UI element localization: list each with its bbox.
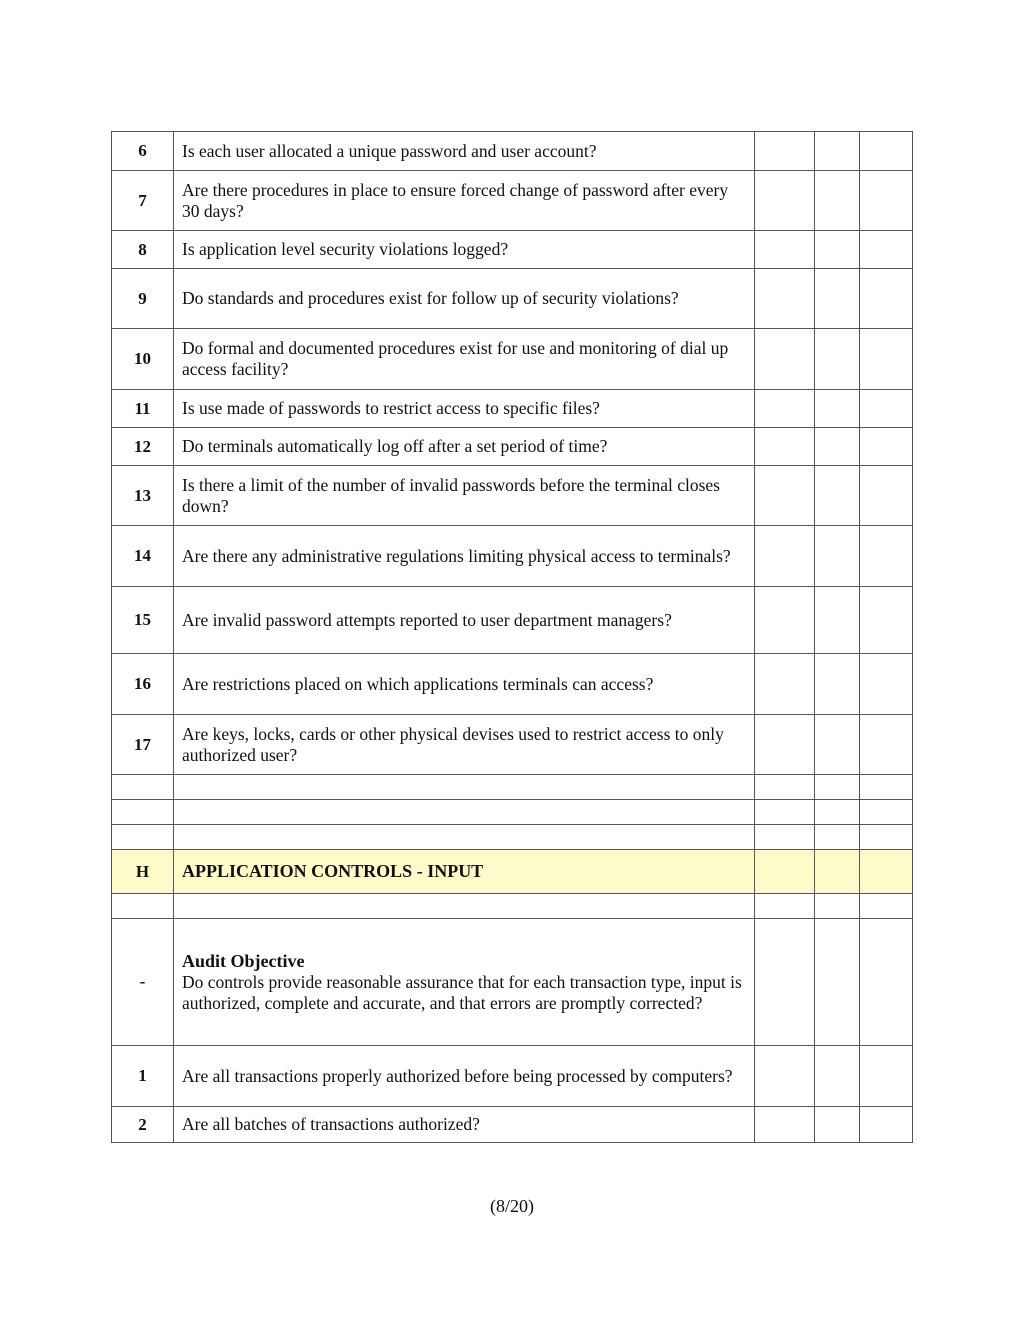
- row-number: 6: [112, 132, 174, 171]
- answer-cell-na[interactable]: [860, 526, 913, 587]
- answer-cell-na[interactable]: [860, 132, 913, 171]
- row-number: 8: [112, 231, 174, 269]
- section-cell: [860, 850, 913, 894]
- answer-cell-na[interactable]: [860, 428, 913, 466]
- answer-cell-no[interactable]: [815, 894, 860, 919]
- answer-cell-no[interactable]: [815, 775, 860, 800]
- row-number: 11: [112, 390, 174, 428]
- row-number: 7: [112, 171, 174, 231]
- answer-cell-na[interactable]: [860, 775, 913, 800]
- answer-cell-yes[interactable]: [755, 800, 815, 825]
- row-question: Do formal and documented procedures exist for use and monitoring of dial up access facility?: [174, 329, 755, 390]
- table-row: [112, 428, 913, 466]
- answer-cell-no[interactable]: [815, 428, 860, 466]
- row-question: Do terminals automatically log off after a set period of time?: [174, 428, 755, 466]
- answer-cell-na[interactable]: [860, 587, 913, 654]
- empty-cell: [174, 775, 755, 800]
- row-number: 9: [112, 269, 174, 329]
- row-number: 12: [112, 428, 174, 466]
- objective-text: Do controls provide reasonable assurance that for each transaction type, input is authorized, complete and accurate, and that errors are promptly corrected?: [182, 971, 742, 1013]
- section-title: APPLICATION CONTROLS - INPUT: [174, 850, 755, 894]
- answer-cell-no[interactable]: [815, 466, 860, 526]
- answer-cell-na[interactable]: [860, 171, 913, 231]
- answer-cell-yes[interactable]: [755, 894, 815, 919]
- row-number: 2: [112, 1107, 174, 1143]
- answer-cell-yes[interactable]: [755, 171, 815, 231]
- page-number: (8/20): [490, 1196, 534, 1216]
- table-row: [112, 654, 913, 715]
- empty-row: [112, 894, 913, 919]
- row-question: Are all transactions properly authorized before being processed by computers?: [174, 1046, 755, 1107]
- empty-cell: [112, 800, 174, 825]
- empty-cell: [174, 894, 755, 919]
- objective-title: Audit Objective: [182, 950, 305, 971]
- section-cell: [755, 850, 815, 894]
- table-row: [112, 329, 913, 390]
- row-question: Are all batches of transactions authorized?: [174, 1107, 755, 1143]
- answer-cell-no[interactable]: [815, 132, 860, 171]
- objective-marker: -: [112, 919, 174, 1046]
- empty-row: [112, 775, 913, 800]
- answer-cell-na[interactable]: [860, 825, 913, 850]
- empty-cell: [815, 919, 860, 1046]
- answer-cell-na[interactable]: [860, 231, 913, 269]
- answer-cell-na[interactable]: [860, 390, 913, 428]
- answer-cell-yes[interactable]: [755, 715, 815, 775]
- table-row: [112, 231, 913, 269]
- answer-cell-yes[interactable]: [755, 466, 815, 526]
- answer-cell-no[interactable]: [815, 269, 860, 329]
- answer-cell-yes[interactable]: [755, 428, 815, 466]
- row-question: Are restrictions placed on which applications terminals can access?: [174, 654, 755, 715]
- table-row: [112, 587, 913, 654]
- answer-cell-yes[interactable]: [755, 526, 815, 587]
- empty-cell: [755, 919, 815, 1046]
- answer-cell-no[interactable]: [815, 526, 860, 587]
- answer-cell-yes[interactable]: [755, 1107, 815, 1143]
- answer-cell-na[interactable]: [860, 269, 913, 329]
- row-number: 1: [112, 1046, 174, 1107]
- row-number: 17: [112, 715, 174, 775]
- answer-cell-na[interactable]: [860, 800, 913, 825]
- answer-cell-no[interactable]: [815, 1107, 860, 1143]
- answer-cell-na[interactable]: [860, 329, 913, 390]
- answer-cell-yes[interactable]: [755, 329, 815, 390]
- answer-cell-no[interactable]: [815, 390, 860, 428]
- audit-checklist-table: [111, 131, 913, 1143]
- table-row: [112, 390, 913, 428]
- empty-cell: [112, 894, 174, 919]
- empty-cell: [112, 775, 174, 800]
- answer-cell-yes[interactable]: [755, 132, 815, 171]
- answer-cell-na[interactable]: [860, 894, 913, 919]
- row-number: 16: [112, 654, 174, 715]
- answer-cell-no[interactable]: [815, 1046, 860, 1107]
- answer-cell-yes[interactable]: [755, 231, 815, 269]
- answer-cell-yes[interactable]: [755, 1046, 815, 1107]
- answer-cell-no[interactable]: [815, 231, 860, 269]
- answer-cell-yes[interactable]: [755, 775, 815, 800]
- answer-cell-na[interactable]: [860, 466, 913, 526]
- empty-row: [112, 800, 913, 825]
- section-cell: [815, 850, 860, 894]
- empty-cell: [112, 825, 174, 850]
- row-number: 10: [112, 329, 174, 390]
- answer-cell-yes[interactable]: [755, 587, 815, 654]
- row-question: Are there any administrative regulations limiting physical access to terminals?: [174, 526, 755, 587]
- answer-cell-na[interactable]: [860, 1107, 913, 1143]
- answer-cell-no[interactable]: [815, 800, 860, 825]
- row-question: Is use made of passwords to restrict access to specific files?: [174, 390, 755, 428]
- answer-cell-na[interactable]: [860, 654, 913, 715]
- table-row: [112, 1046, 913, 1107]
- row-question: Is application level security violations logged?: [174, 231, 755, 269]
- answer-cell-yes[interactable]: [755, 825, 815, 850]
- row-number: 14: [112, 526, 174, 587]
- answer-cell-yes[interactable]: [755, 390, 815, 428]
- table-row: [112, 269, 913, 329]
- answer-cell-na[interactable]: [860, 715, 913, 775]
- row-number: 15: [112, 587, 174, 654]
- row-question: Is there a limit of the number of invalid passwords before the terminal closes down?: [174, 466, 755, 526]
- empty-row: [112, 825, 913, 850]
- answer-cell-na[interactable]: [860, 1046, 913, 1107]
- table-row: [112, 132, 913, 171]
- empty-cell: [860, 919, 913, 1046]
- answer-cell-no[interactable]: [815, 329, 860, 390]
- section-header-row: [112, 850, 913, 894]
- answer-cell-yes[interactable]: [755, 269, 815, 329]
- table-row: [112, 1107, 913, 1143]
- row-number: 13: [112, 466, 174, 526]
- answer-cell-no[interactable]: [815, 654, 860, 715]
- answer-cell-no[interactable]: [815, 715, 860, 775]
- answer-cell-no[interactable]: [815, 825, 860, 850]
- empty-cell: [174, 800, 755, 825]
- answer-cell-yes[interactable]: [755, 654, 815, 715]
- answer-cell-no[interactable]: [815, 171, 860, 231]
- row-question: Do standards and procedures exist for follow up of security violations?: [174, 269, 755, 329]
- row-question: Is each user allocated a unique password and user account?: [174, 132, 755, 171]
- table-row: [112, 715, 913, 775]
- table-row: [112, 171, 913, 231]
- audit-objective: [174, 919, 755, 1046]
- empty-cell: [174, 825, 755, 850]
- table-row: [112, 466, 913, 526]
- section-letter: H: [112, 850, 174, 894]
- audit-objective-row: [112, 919, 913, 1046]
- row-question: Are invalid password attempts reported to user department managers?: [174, 587, 755, 654]
- row-question: Are keys, locks, cards or other physical devises used to restrict access to only authorized user?: [174, 715, 755, 775]
- answer-cell-no[interactable]: [815, 587, 860, 654]
- table-row: [112, 526, 913, 587]
- row-question: Are there procedures in place to ensure forced change of password after every 30 days?: [174, 171, 755, 231]
